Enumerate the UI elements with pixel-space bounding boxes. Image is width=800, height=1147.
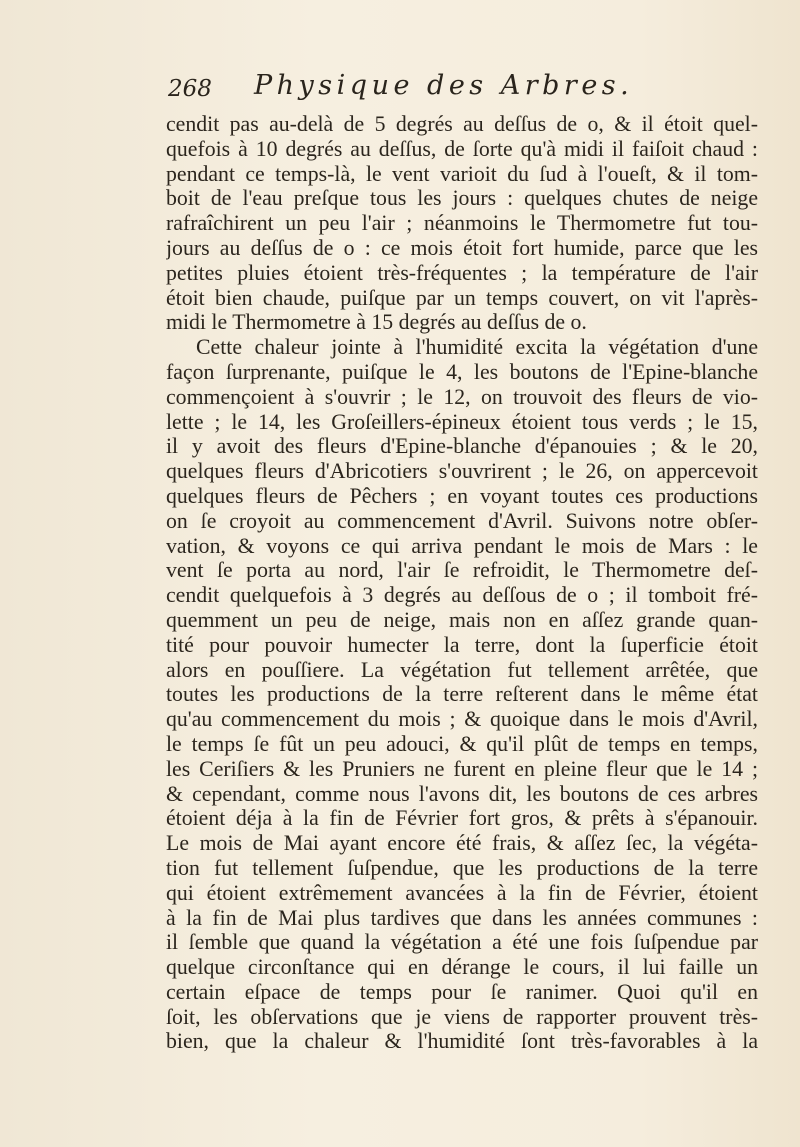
text-line: Cette chaleur jointe à l'humidité excita la végétation d'une — [196, 335, 758, 360]
text-line: Le mois de Mai ayant encore été frais, & aſſez ſec, la végéta- — [166, 831, 758, 856]
text-line: alors en pouſſiere. La végétation fut tellement arrêtée, que — [166, 657, 758, 682]
text-line: on ſe croyoit au commencement d'Avril. Suivons notre obſer- — [166, 508, 758, 533]
text-line: tité pour pouvoir humecter la terre, dont la ſuperficie étoit — [166, 632, 758, 657]
text-line: quemment un peu de neige, mais non en aſſez grande quan- — [166, 607, 758, 632]
running-title: Physique des Arbres. — [254, 70, 634, 101]
text-line: ſoit, les obſervations que je viens de rapporter prouvent très- — [166, 1004, 758, 1029]
body-text — [166, 112, 758, 1054]
text-line: étoient déja à la fin de Février fort gros, & prêts à s'épanouir. — [166, 806, 758, 831]
text-line: commençoient à s'ouvrir ; le 12, on trouvoit des fleurs de vio- — [166, 384, 758, 409]
page-number: 268 — [168, 76, 212, 102]
text-line: il y avoit des fleurs d'Epine-blanche d'épanouies ; & le 20, — [166, 434, 758, 459]
text-line: quelque circonſtance qui en dérange le cours, il lui faille un — [166, 955, 758, 980]
text-line: qu'au commencement du mois ; & quoique dans le mois d'Avril, — [166, 707, 758, 732]
text-line: à la fin de Mai plus tardives que dans les années communes : — [166, 905, 758, 930]
text-line: certain eſpace de temps pour ſe ranimer. Quoi qu'il en — [166, 979, 758, 1004]
text-line: vent ſe porta au nord, l'air ſe refroidit, le Thermometre deſ- — [166, 558, 758, 583]
text-line: boit de l'eau preſque tous les jours : quelques chutes de neige — [166, 186, 758, 211]
text-line: jours au deſſus de o : ce mois étoit fort humide, parce que les — [166, 235, 758, 260]
text-line: étoit bien chaude, puiſque par un temps couvert, on vit l'après- — [166, 285, 758, 310]
text-line: le temps ſe fût un peu adouci, & qu'il plût de temps en temps, — [166, 731, 758, 756]
text-line: bien, que la chaleur & l'humidité ſont très-favorables à la — [166, 1029, 758, 1054]
text-line: tion fut tellement ſuſpendue, que les productions de la terre — [166, 855, 758, 880]
text-line: midi le Thermometre à 15 degrés au deſſus de o. — [166, 310, 587, 335]
text-line: qui étoient extrêmement avancées à la fin de Février, étoient — [166, 880, 758, 905]
text-line: pendant ce temps-là, le vent varioit du ſud à l'oueſt, & il tom- — [166, 161, 758, 186]
text-line: les Ceriſiers & les Pruniers ne furent en pleine fleur que le 14 ; — [166, 756, 758, 781]
text-line: petites pluies étoient très-fréquentes ; la température de l'air — [166, 260, 758, 285]
text-line: façon ſurprenante, puiſque le 4, les boutons de l'Epine-blanche — [166, 359, 758, 384]
text-line: cendit quelquefois à 3 degrés au deſſous de o ; il tomboit fré- — [166, 583, 758, 608]
text-line: & cependant, comme nous l'avons dit, les boutons de ces arbres — [166, 781, 758, 806]
text-line: quelques fleurs d'Abricotiers s'ouvrirent ; le 26, on appercevoit — [166, 459, 758, 484]
text-line: quefois à 10 degrés au deſſus, de ſorte qu'à midi il faiſoit chaud : — [166, 136, 758, 161]
text-line: il ſemble que quand la végétation a été une fois ſuſpendue par — [166, 930, 758, 955]
text-line: quelques fleurs de Pêchers ; en voyant toutes ces productions — [166, 483, 758, 508]
text-line: toutes les productions de la terre reſterent dans le même état — [166, 682, 758, 707]
page-header — [168, 70, 758, 110]
text-line: vation, & voyons ce qui arriva pendant le mois de Mars : le — [166, 533, 758, 558]
text-line: cendit pas au-delà de 5 degrés au deſſus de o, & il étoit quel- — [166, 112, 758, 136]
text-line: rafraîchirent un peu l'air ; néanmoins le Thermometre fut tou- — [166, 211, 758, 236]
text-line: lette ; le 14, les Groſeillers-épineux étoient tous verds ; le 15, — [166, 409, 758, 434]
